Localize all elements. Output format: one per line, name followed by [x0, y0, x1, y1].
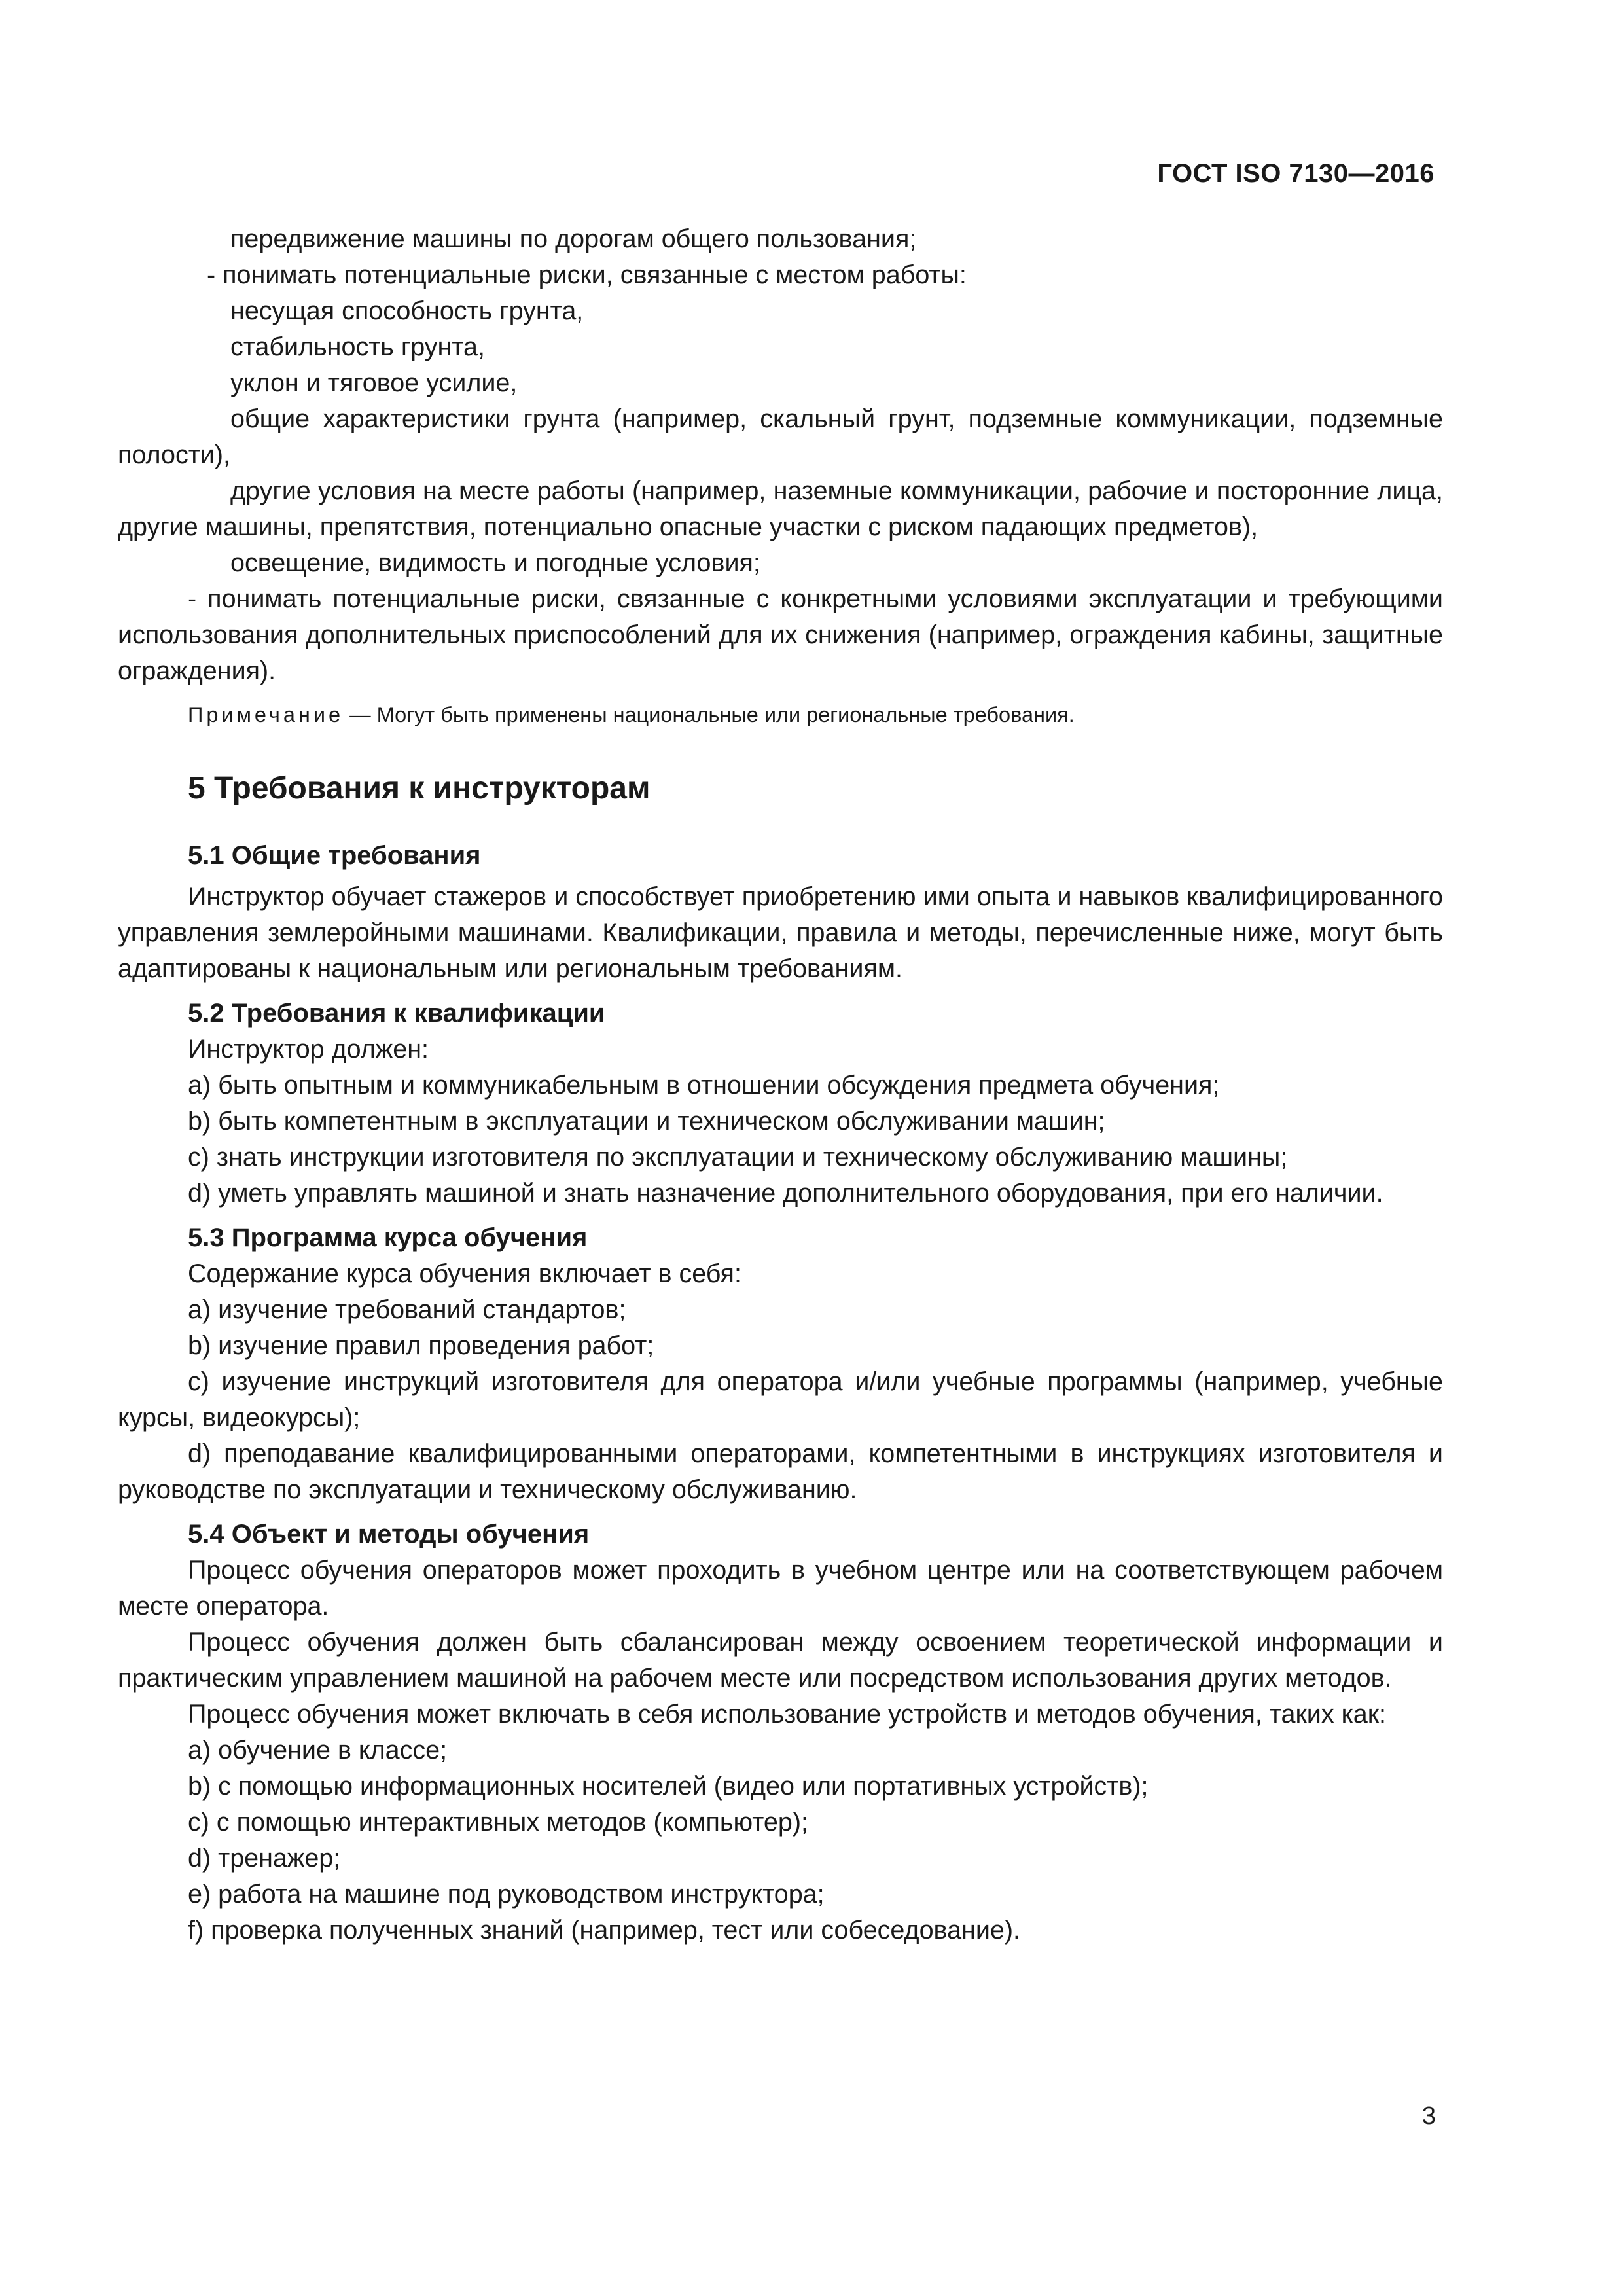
subsection-heading: 5.2 Требования к квалификации: [188, 999, 605, 1028]
list-continuation: передвижение машины по дорогам общего пользования;: [230, 224, 917, 253]
paragraph: Инструктор должен:: [188, 1035, 429, 1064]
paragraph: Процесс обучения операторов может проходить в учебном центре или на соответствующем рабочем месте оператора.: [118, 1556, 1443, 1621]
document-code: ГОСТ ISO 7130—2016: [1157, 159, 1435, 188]
list-item: a) быть опытным и коммуникабельным в отношении обсуждения предмета обучения;: [188, 1071, 1220, 1100]
paragraph: Процесс обучения должен быть сбалансирован между освоением теоретической информации и практическим управлением машиной на рабочем месте или посредством использования других методов.: [118, 1628, 1443, 1693]
subsection-heading: 5.4 Объект и методы обучения: [188, 1520, 590, 1549]
page-number: 3: [1421, 2102, 1436, 2130]
list-item: b) быть компетентным в эксплуатации и техническом обслуживании машин;: [188, 1107, 1105, 1136]
sub-item: несущая способность грунта,: [230, 296, 584, 325]
note-label: Примечание: [188, 703, 344, 726]
list-item: c) изучение инструкций изготовителя для оператора и/или учебные программы (например, учебные курсы, видеокурсы);: [118, 1367, 1443, 1432]
note-text: — Могут быть применены национальные или региональные требования.: [344, 703, 1075, 726]
list-item: e) работа на машине под руководством инструктора;: [188, 1880, 825, 1909]
note: [118, 698, 1443, 731]
list-item: a) обучение в классе;: [188, 1736, 448, 1765]
subsection-heading: 5.1 Общие требования: [188, 841, 481, 870]
sub-item: уклон и тяговое усилие,: [230, 368, 518, 397]
page-body: [118, 221, 1443, 1948]
list-item: a) изучение требований стандартов;: [188, 1295, 626, 1324]
section-heading: 5 Требования к инструкторам: [188, 771, 651, 806]
list-item: b) с помощью информационных носителей (видео или портативных устройств);: [188, 1772, 1149, 1801]
sub-item: освещение, видимость и погодные условия;: [230, 548, 760, 577]
list-item: c) с помощью интерактивных методов (компьютер);: [188, 1808, 808, 1837]
paragraph: Инструктор обучает стажеров и способствует приобретению ими опыта и навыков квалифицированного управления землеройными машинами. Квалификации, правила и методы, перечисленные ниже, могут быть адаптированы к национальным или региональным требованиям.: [118, 882, 1443, 983]
list-item: b) изучение правил проведения работ;: [188, 1331, 654, 1360]
list-item: d) преподавание квалифицированными операторами, компетентными в инструкциях изготовителя и руководстве по эксплуатации и техническому обслуживанию.: [118, 1439, 1443, 1504]
dash-item: - понимать потенциальные риски, связанные с конкретными условиями эксплуатации и требующими использования дополнительных приспособлений для их снижения (например, ограждения кабины, защитные ограждения).: [118, 584, 1443, 685]
sub-item: общие характеристики грунта (например, скальный грунт, подземные коммуникации, подземные полости),: [118, 404, 1443, 469]
list-item: d) тренажер;: [188, 1844, 341, 1873]
list-item: c) знать инструкции изготовителя по эксплуатации и техническому обслуживанию машины;: [188, 1143, 1288, 1172]
list-item: f) проверка полученных знаний (например, тест или собеседование).: [188, 1916, 1021, 1945]
list-item: d) уметь управлять машиной и знать назначение дополнительного оборудования, при его наличии.: [188, 1179, 1383, 1208]
subsection-heading: 5.3 Программа курса обучения: [188, 1223, 588, 1252]
paragraph: Процесс обучения может включать в себя использование устройств и методов обучения, таких как:: [188, 1700, 1386, 1729]
sub-item: другие условия на месте работы (например, наземные коммуникации, рабочие и посторонние лица, другие машины, препятствия, потенциально опасные участки с риском падающих предметов),: [118, 476, 1443, 541]
sub-item: стабильность грунта,: [230, 332, 485, 361]
dash-item: - понимать потенциальные риски, связанные с местом работы:: [207, 260, 967, 289]
paragraph: Содержание курса обучения включает в себя:: [188, 1259, 741, 1288]
